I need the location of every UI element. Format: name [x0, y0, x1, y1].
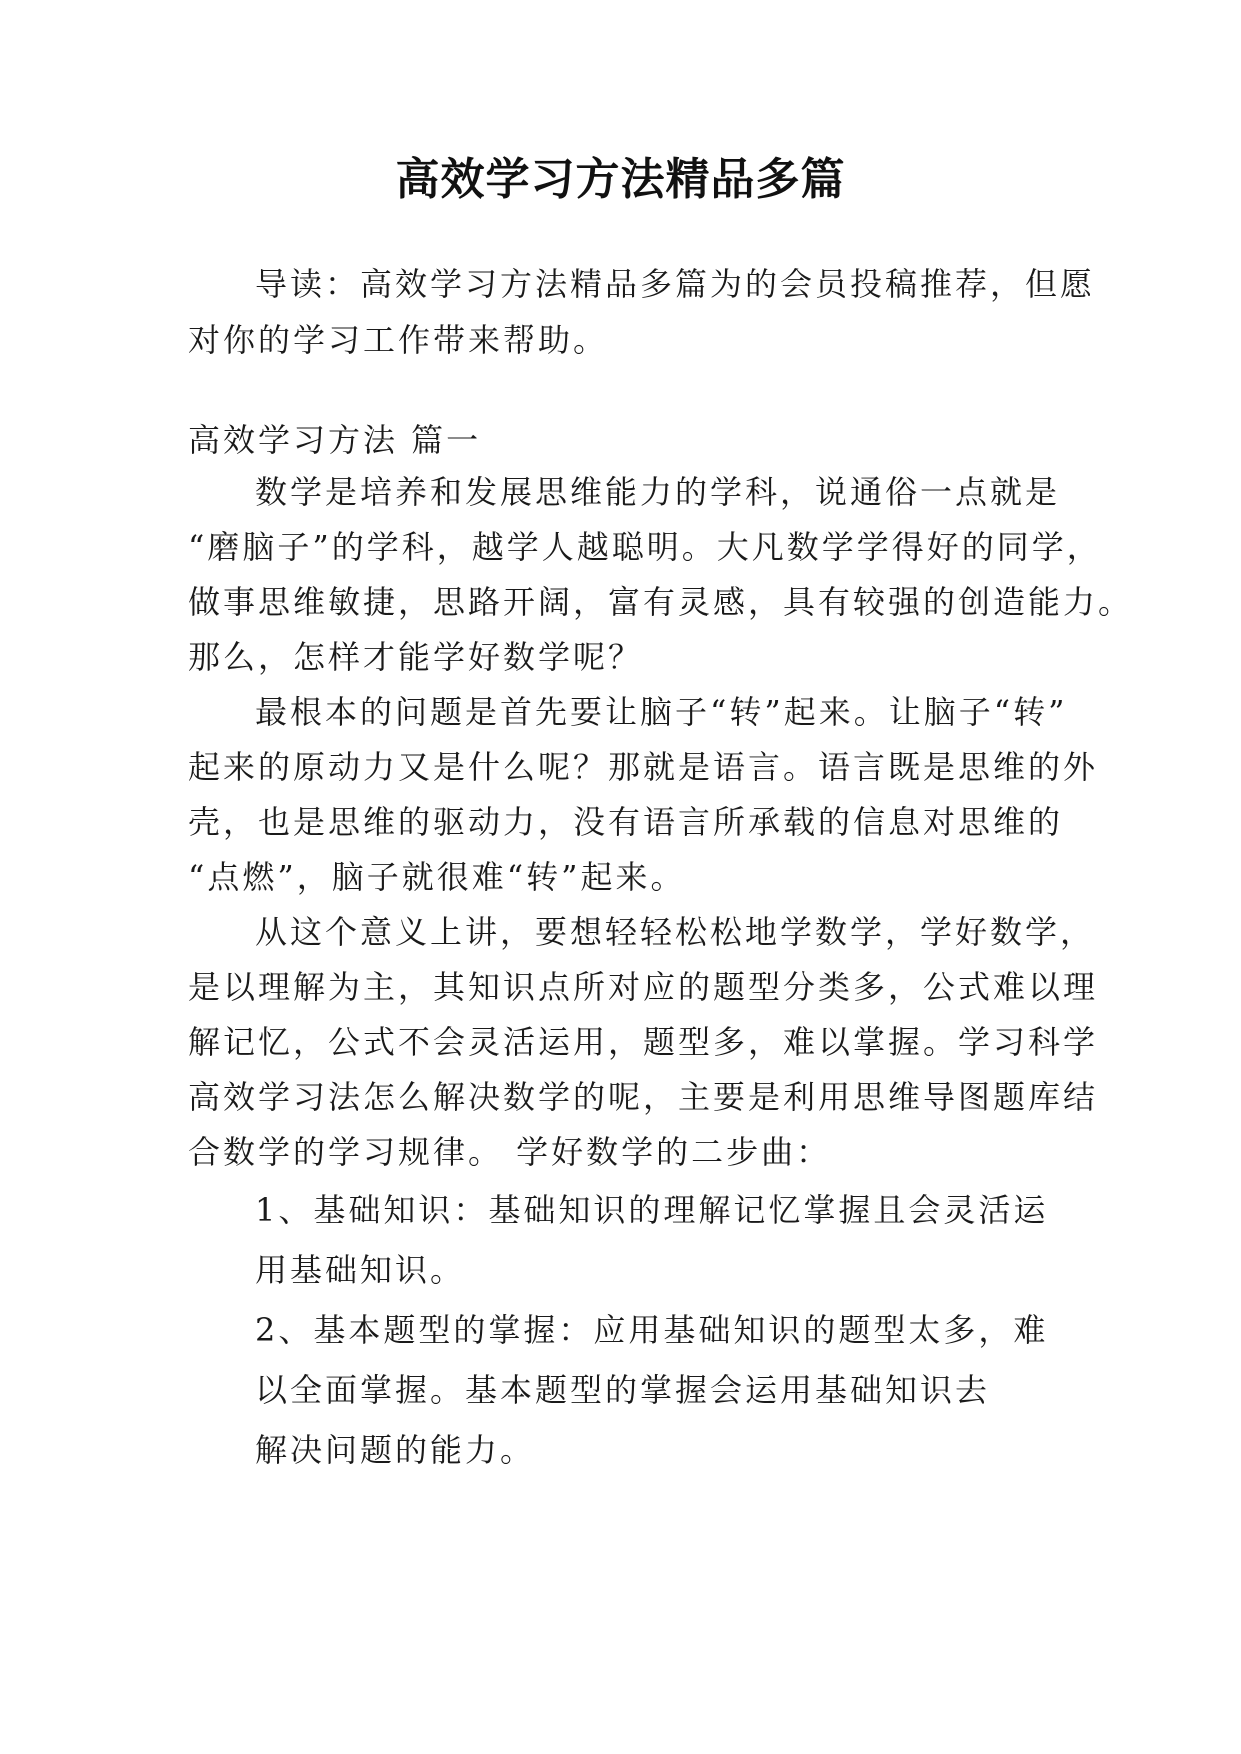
intro-line-1: 导读：高效学习方法精品多篇为的会员投稿推荐，但愿 [255, 265, 1096, 303]
paragraph-2-line-1: 最根本的问题是首先要让脑子“转”起来。让脑子“转” [255, 693, 1068, 731]
intro-line-2: 对你的学习工作带来帮助。 [188, 321, 609, 359]
list-item-2-line-3: 解决问题的能力。 [255, 1431, 536, 1469]
section-heading: 高效学习方法 篇一 [188, 421, 482, 459]
paragraph-1-line-1: 数学是培养和发展思维能力的学科，说通俗一点就是 [255, 473, 1061, 511]
paragraph-2-line-3: 壳，也是思维的驱动力，没有语言所承载的信息对思维的 [188, 803, 1064, 841]
paragraph-2-line-4: “点燃”，脑子就很难“转”起来。 [188, 858, 686, 896]
paragraph-3-line-4: 高效学习法怎么解决数学的呢，主要是利用思维导图题库结 [188, 1078, 1099, 1116]
paragraph-2-line-2: 起来的原动力又是什么呢？那就是语言。语言既是思维的外 [188, 748, 1099, 786]
paragraph-3-line-2: 是以理解为主，其知识点所对应的题型分类多，公式难以理 [188, 968, 1099, 1006]
list-item-2-line-2: 以全面掌握。基本题型的掌握会运用基础知识去 [255, 1371, 991, 1409]
list-item-2-line-1: 2、基本题型的掌握：应用基础知识的题型太多，难 [255, 1311, 1049, 1349]
paragraph-3-line-5: 合数学的学习规律。 学好数学的二步曲： [188, 1133, 832, 1171]
paragraph-1-line-2: “磨脑子”的学科，越学人越聪明。大凡数学学得好的同学， [188, 528, 1102, 566]
paragraph-3-line-3: 解记忆，公式不会灵活运用，题型多，难以掌握。学习科学 [188, 1023, 1099, 1061]
list-item-1-line-2: 用基础知识。 [255, 1251, 466, 1289]
list-item-1-line-1: 1、基础知识：基础知识的理解记忆掌握且会灵活运 [255, 1191, 1049, 1229]
document-title: 高效学习方法精品多篇 [395, 154, 846, 205]
paragraph-3-line-1: 从这个意义上讲，要想轻轻松松地学数学，学好数学， [255, 913, 1096, 951]
paragraph-1-line-4: 那么，怎样才能学好数学呢？ [188, 638, 644, 676]
paragraph-1-line-3: 做事思维敏捷，思路开阔，富有灵感，具有较强的创造能力。 [188, 583, 1134, 621]
